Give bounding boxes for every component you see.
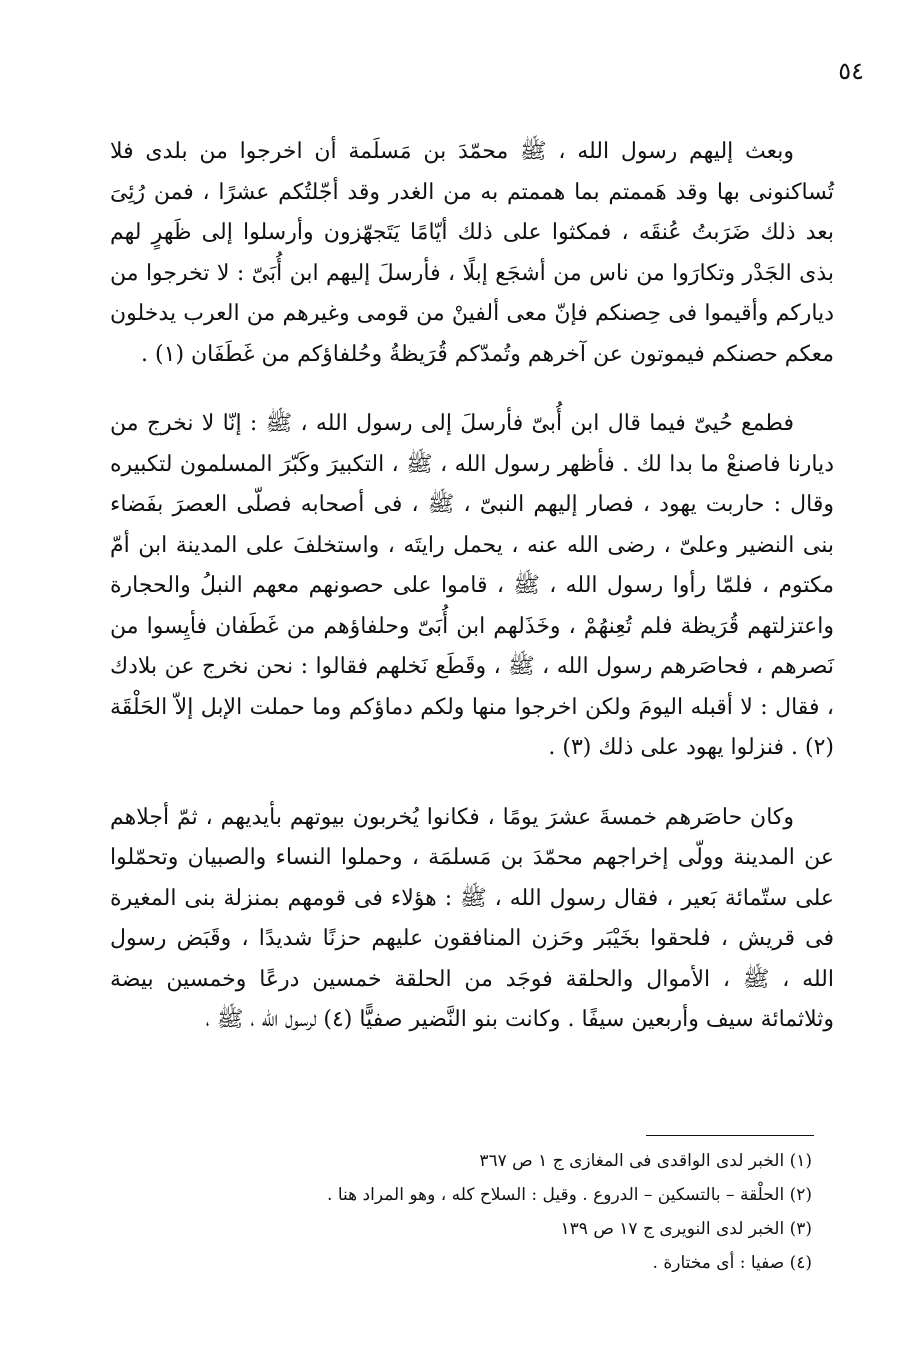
footnote-1: (١) الخبر لدى الواقدى فى المغازى ج ١ ص ٣٦٧ — [479, 1151, 812, 1171]
footnote-3: (٣) الخبر لدى النويرى ج ١٧ ص ١٣٩ — [560, 1219, 812, 1239]
footnote-4: (٤) صفيا : أى مختارة . — [652, 1253, 812, 1273]
main-text — [110, 132, 834, 1041]
paragraph-3: وكان حاصَرهم خمسةَ عشرَ يومًا ، فكانوا يُخربون بيوتهم بأيديهم ، ثمّ أجلاهم عن المدينة وولّى إخراجهم محمّدَ بن مَسلمَة ، وحملوا النساء والصبيان وتحمّلوا على ستّمائة بَعير ، فقال رسول الله ، ﷺ : هؤلاء فى قومهم بمنزلة بنى المغيرة فى قريش ، فلحقوا بخَيْبَر وحَزن المنافقون عليهم حزنًا شديدًا ، وقَبَض رسول الله ، ﷺ ، الأموال والحلقة فوجَد من الحلقة خمسين درعًا وخمسين بيضة وثلاثمائة سيف وأربعين سيفًا . وكانت بنو النَّضير صفيًّا (٤) لرسول الله ، ﷺ ، — [110, 804, 834, 1032]
paragraph-2: فطمع حُيىّ فيما قال ابن أُبىّ فأرسلَ إلى رسول الله ، ﷺ : إنّا لا نخرج من ديارنا فاصنعْ ما بدا لك . فأظهر رسول الله ، ﷺ ، التكبيرَ وكَبّرَ المسلمون لتكبيره وقال : حاربت يهود ، فصار إليهم النبىّ ، ﷺ ، فى أصحابه فصلّى العصرَ بفَضاء بنى النضير وعلىّ ، رضى الله عنه ، يحمل رايتَه ، واستخلفَ على المدينة ابن أمّ مكتوم ، فلمّا رأوا رسول الله ، ﷺ ، قاموا على حصونهم معهم النبلُ والحجارة واعتزلتهم قُرَيظة فلم تُعِنهُمْ ، وخَذَلهم ابن أُبَىّ وحلفاؤهم من غَطَفان فأيِسوا من نَصرهم ، فحاصَرهم رسول الله ، ﷺ ، وقَطَع نَخلهم فقالوا : نحن نخرج عن بلادك ، فقال : لا أقبله اليومَ ولكن اخرجوا منها ولكم دماؤكم وما حملت الإبل إلاّ الحَلْقَة (٢) . فنزلوا يهود على ذلك (٣) . — [110, 411, 834, 760]
footnotes — [180, 1144, 812, 1280]
footnote-separator — [646, 1135, 814, 1136]
page-number: ٥٤ — [838, 57, 864, 85]
paragraph-1: وبعث إليهم رسول الله ، ﷺ محمّدَ بن مَسلَمة أن اخرجوا من بلدى فلا تُساكنونى بها وقد هَممتم بما هممتم به من الغدر وقد أجّلتُكم عشرًا ، فمن رُئِىَ بعد ذلك ضَرَبتُ عُنقَه ، فمكثوا على ذلك أيّامًا يَتَجهّزون وأرسلوا إلى ظَهرٍ لهم بذى الجَدْر وتكارَوا من ناس من أشجَع إبلًا ، فأرسلَ إليهم ابن أُبَىّ : لا تخرجوا من دياركم وأقيموا فى حِصنكم فإنّ معى ألفينْ من قومى وغيرهم من العرب يدخلون معكم حصنكم فيموتون عن آخرهم وتُمدّكم قُرَيظةُ وحُلفاؤكم من غَطَفَان (١) . — [110, 139, 834, 367]
footnote-2: (٢) الحلْقة – بالتسكين – الدروع . وقيل : السلاح كله ، وهو المراد هنا . — [327, 1185, 812, 1205]
